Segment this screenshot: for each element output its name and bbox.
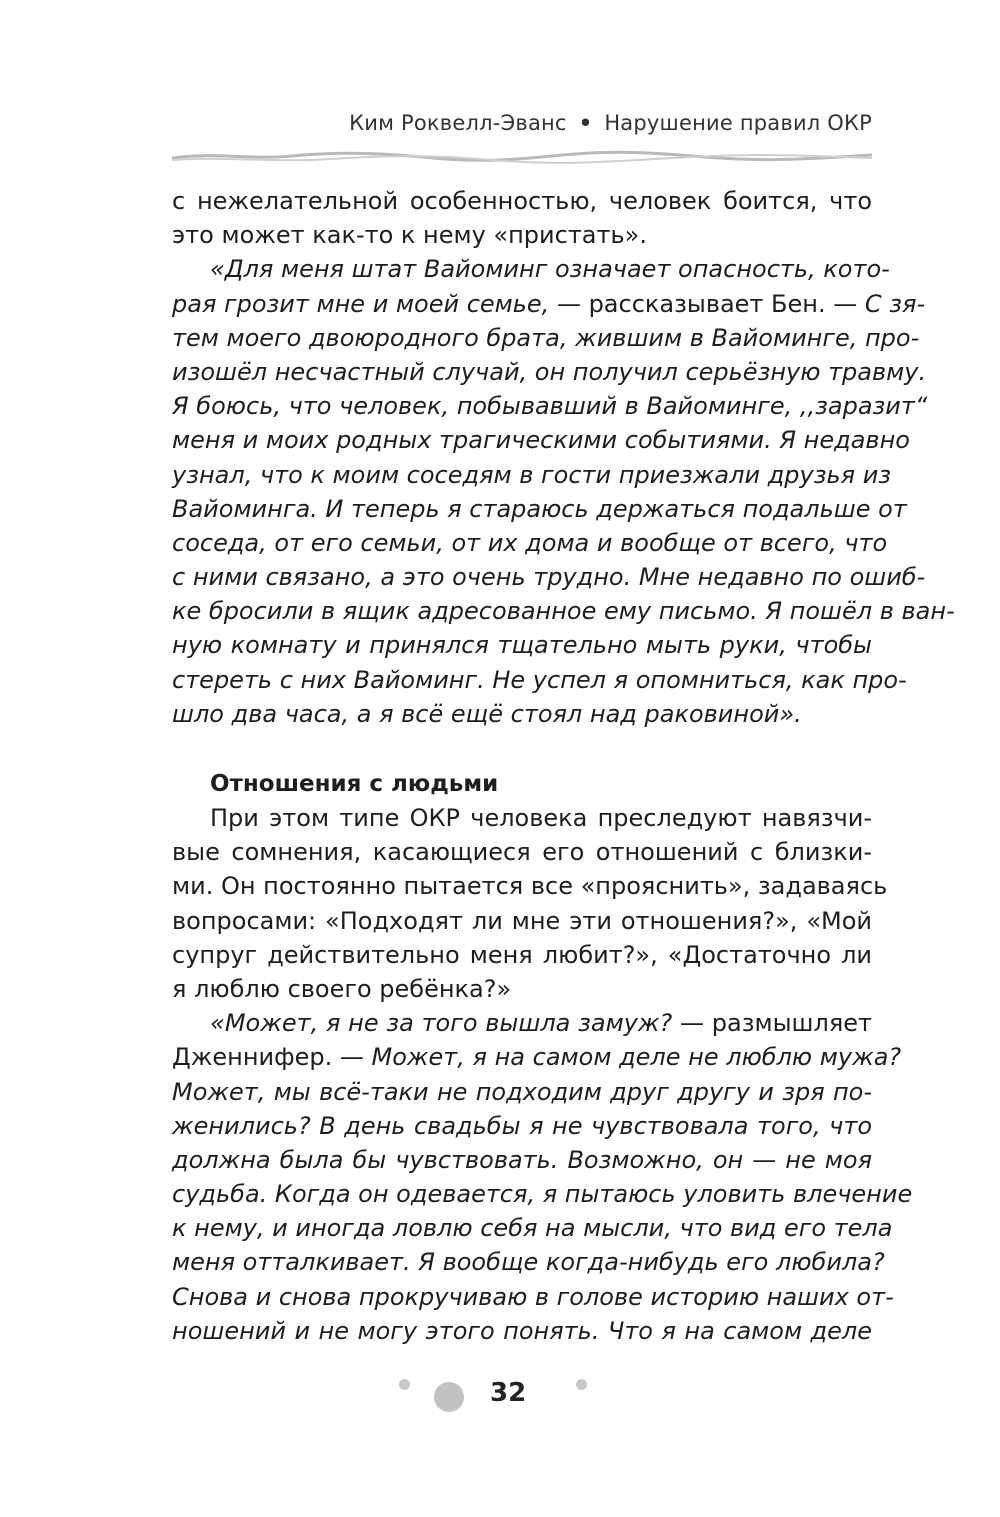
text-line: При этом типе ОКР человека преследуют навязчи- [210,804,872,832]
text-line: Снова и снова прокручиваю в голове историю наших от- [172,1282,894,1311]
quote-fragment: Может, я на самом деле не люблю мужа? [371,1043,902,1072]
text-line: ношений и не могу этого понять. Что я на самом деле [172,1316,872,1345]
text-line: к нему, и иногда ловлю себя на мысли, что вид его тела [172,1214,893,1243]
text-line: ми. Он постоянно пытается все «прояснить», задаваясь [172,872,888,901]
text-line [172,1006,872,1040]
text-line: ную комнату и принялся тщательно мыть руки, чтобы [172,631,872,660]
page-footer [0,1370,1000,1430]
text-line: с ними связано, а это очень трудно. Мне недавно по ошиб- [172,563,926,592]
text-line: шло два часа, а я всё ещё стоял над раковиной». [172,699,802,728]
footer-dot-small-right [576,1379,587,1390]
text-line: Может, мы всё-таки не подходим друг другу и зря по- [172,1077,872,1106]
text-line: Я боюсь, что человек, побывавший в Вайоминге, ,,заразит“ [172,392,928,421]
text-line: тем моего двоюродного брата, жившим в Вайоминге, про- [172,323,920,352]
text-line: должна была бы чувствовать. Возможно, он — не моя [172,1145,872,1174]
attribution-fragment: Дженнифер. — [172,1043,372,1072]
attribution-fragment: — размышляет [672,1009,873,1038]
text-line: женились? В день свадьбы я не чувствовала того, что [172,1111,872,1140]
text-line: «Для меня штат Вайоминг означает опасность, кото- [210,255,890,284]
running-header [172,111,872,151]
section-gap [172,731,872,767]
text-line: Вайоминга. И теперь я стараюсь держаться подальше от [172,494,907,523]
text-line: ке бросили в ящик адресованное ему письмо. Я пошёл в ван- [172,597,955,626]
text-line: стереть с них Вайоминг. Не успел я опомниться, как про- [172,665,907,694]
text-line: изошёл несчастный случай, он получил серьёзную травму. [172,357,927,386]
text-line [172,287,926,321]
text-line: с нежелательной особенностью, человек боится, что [172,187,872,215]
quote-fragment: рая грозит мне и моей семье, [172,289,550,318]
quote-fragment: «Может, я не за того вышла замуж? [210,1009,673,1038]
footer-dot-large [434,1382,464,1412]
text-line: супруг действительно меня любит?», «Достаточно ли [172,940,872,969]
text-line: я люблю своего ребёнка?» [172,974,512,1003]
text-line: меня и моих родных трагическими событиями. Я недавно [172,426,910,455]
attribution-fragment: — рассказывает Бен. — [549,289,865,318]
header-author: Ким Роквелл-Эванс [349,111,567,135]
header-rule-ornament [172,146,872,170]
footer-dot-small-left [399,1379,410,1390]
section-heading: Отношения с людьми [210,771,499,797]
page-number: 32 [490,1378,527,1408]
text-line: вые сомнения, касающиеся его отношений с близки- [172,838,872,867]
text-line: вопросами: «Подходят ли мне эти отношения?», «Мой [172,906,872,935]
text-line [172,1040,902,1074]
header-title: Нарушение правил ОКР [604,111,872,135]
quote-fragment: С зя- [864,289,926,318]
text-line: это может как-то к нему «пристать». [172,221,647,250]
text-line: соседа, от его семьи, от их дома и вообще от всего, что [172,528,888,557]
text-line: узнал, что к моим соседям в гости приезжали друзья из [172,460,892,489]
body-text [172,184,955,1348]
header-separator: • [578,111,593,135]
text-line: меня отталкивает. Я вообще когда-нибудь его любила? [172,1248,885,1277]
text-line: судьба. Когда он одевается, я пытаюсь уловить влечение [172,1180,913,1209]
